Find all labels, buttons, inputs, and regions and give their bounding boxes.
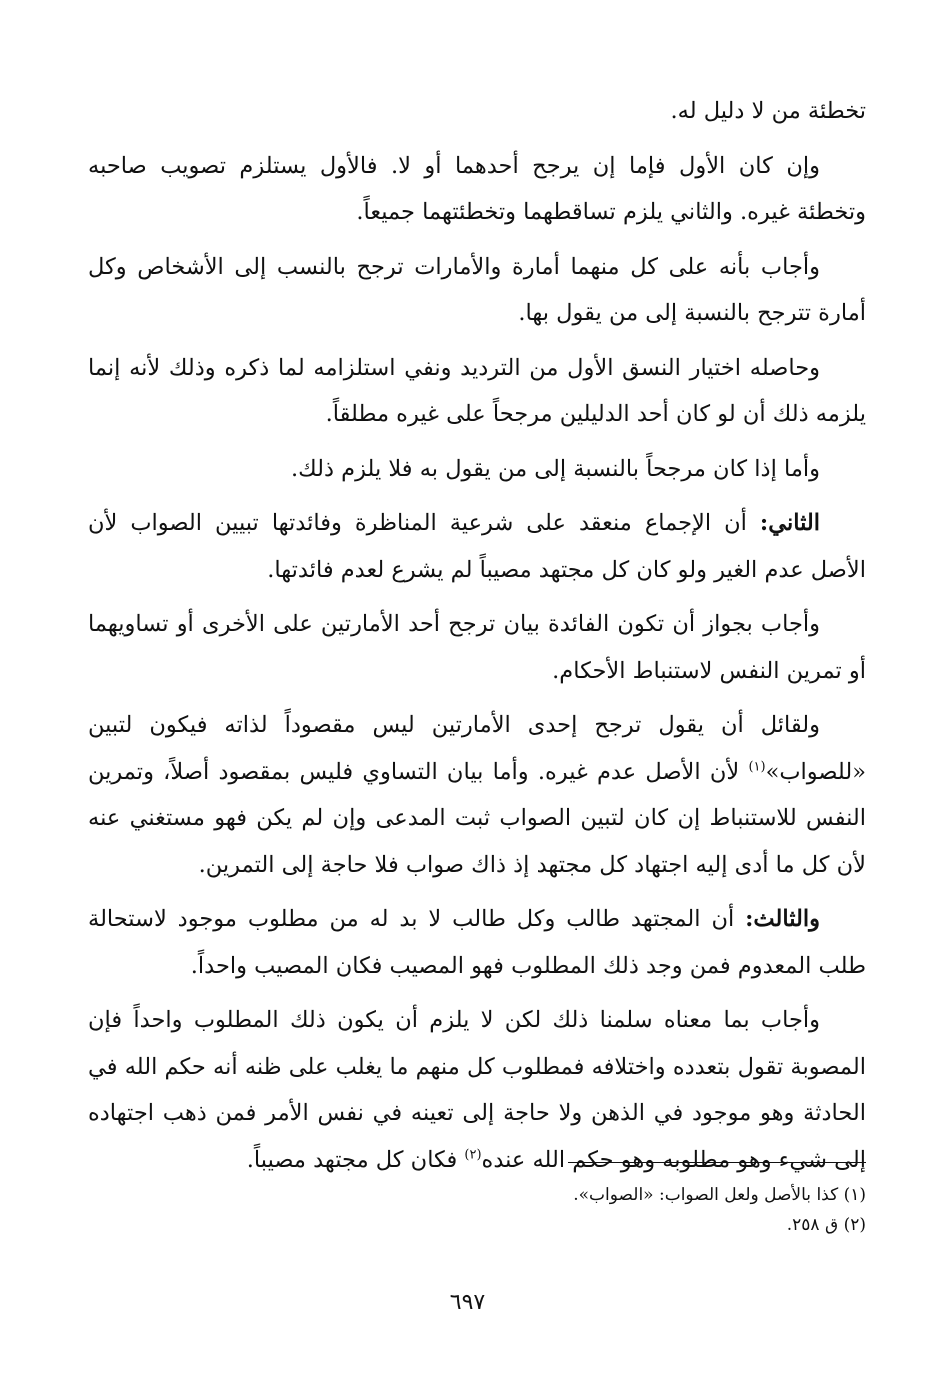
paragraph-lead-term: والثالث:: [745, 906, 820, 932]
paragraph: وأما إذا كان مرجحاً بالنسبة إلى من يقول به فلا يلزم ذلك.: [291, 455, 820, 482]
paragraph: وأجاب بجواز أن تكون الفائدة بيان ترجح أحد الأمارتين على الأخرى أو تساويهما أو تمرين النفس لاستنباط الأحكام.: [88, 611, 866, 684]
footnote-marker[interactable]: (١): [748, 759, 766, 774]
footnote-marker[interactable]: (٢): [464, 1147, 482, 1162]
footnote-divider: [568, 1162, 866, 1163]
paragraph: تخطئة من لا دليل له.: [670, 98, 866, 124]
footnote: (٢) ق ٢٥٨.: [786, 1215, 866, 1235]
paragraph: والثالث: أن المجتهد طالب وكل طالب لا بد له من مطلوب موجود لاستحالة طلب المعدوم فمن وجد ذلك المطلوب فهو المصيب فكان المصيب واحداً.: [88, 906, 866, 979]
paragraph: وأجاب بأنه على كل منهما أمارة والأمارات ترجح بالنسب إلى الأشخاص وكل أمارة تترجح بالنسبة إلى من يقول بها.: [88, 253, 866, 326]
footnotes: [88, 1180, 866, 1240]
paragraph: وأجاب بما معناه سلمنا ذلك لكن لا يلزم أن يكون ذلك المطلوب واحداً فإن المصوبة تقول بتعدده واختلافه فمطلوب كل منهم ما يغلب على ظنه أنه حكم الله في الحادثة وهو موجود في الذهن ولا حاجة إلى تعينه في نفس الأمر فمن ذهب اجتهاده إلى شيء وهو مطلوبه وهو حكم الله عنده$^{(٢)}$ فكان كل مجتهد مصيباً.: [88, 1007, 866, 1173]
footnote: (١) كذا بالأصل ولعل الصواب: «الصواب».: [573, 1185, 866, 1205]
paragraph: وحاصله اختيار النسق الأول من الترديد ونفي استلزامه لما ذكره وذلك لأنه إنما يلزمه ذلك أن لو كان أحد الدليلين مرجحاً على غيره مطلقاً.: [88, 354, 866, 427]
paragraph: ولقائل أن يقول ترجح إحدى الأمارتين ليس مقصوداً لذاته فيكون لتبين «للصواب»$^{(١)}$ لأن الأصل عدم غيره. وأما بيان التساوي فليس بمقصود أصلاً، وتمرين النفس للاستنباط إن كان لتبين الصواب ثبت المدعى وإن لم يكن فهو مستغني عنه لأن كل ما أدى إليه اجتهاد كل مجتهد إذ ذاك صواب فلا حاجة إلى التمرين.: [88, 712, 866, 878]
page-number: ٦٩٧: [449, 1290, 486, 1315]
paragraph-lead-term: الثاني:: [759, 510, 820, 536]
paragraph: الثاني: أن الإجماع منعقد على شرعية المناظرة وفائدتها تبيين الصواب لأن الأصل عدم الغير ولو كان كل مجتهد مصيباً لم يشرع لعدم فائدتها.: [88, 510, 866, 583]
main-text: [88, 88, 866, 1191]
paragraph: وإن كان الأول فإما إن يرجح أحدهما أو لا. فالأول يستلزم تصويب صاحبه وتخطئة غيره. والثاني يلزم تساقطهما وتخطئتهما جميعاً.: [88, 152, 866, 225]
